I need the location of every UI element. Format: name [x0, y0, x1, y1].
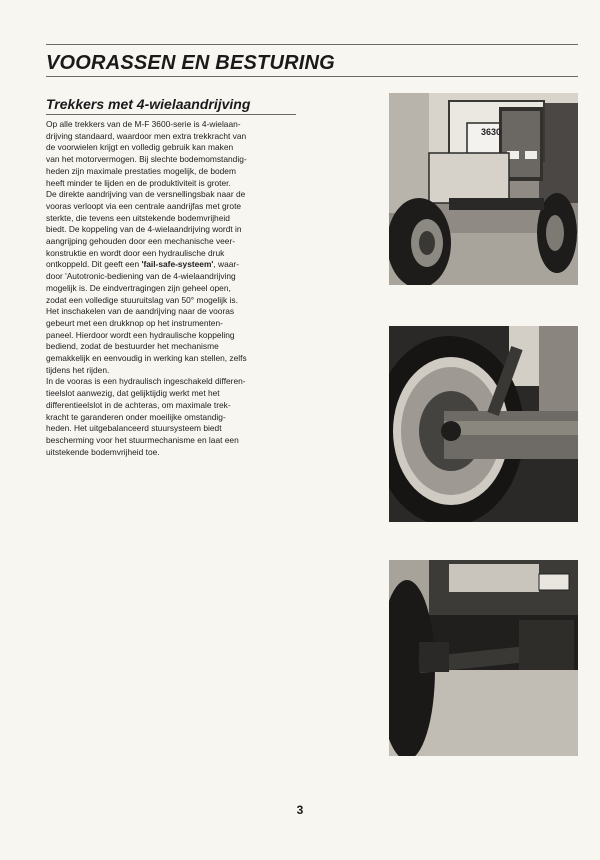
top-rule	[46, 44, 578, 45]
text-line: heden. Het uitgebalanceerd stuursysteem biedt	[46, 423, 222, 434]
text-line: Het inschakelen van de aandrijving naar de vooras	[46, 306, 235, 317]
model-badge-text: 3630	[481, 127, 502, 137]
tractor-front-illustration	[389, 93, 578, 285]
front-wheel-hub-photo	[389, 326, 578, 522]
wheel-hub-illustration	[389, 326, 578, 522]
text-line: ontkoppeld. Dit geeft een	[46, 259, 140, 270]
text-line: , waar-	[213, 259, 240, 270]
page-title: VOORASSEN EN BESTURING	[46, 52, 335, 74]
emphasis-fail-safe: 'fail-safe-systeem'	[141, 259, 214, 270]
text-line: door 'Autotronic-bediening van de 4-wielaandrijving	[46, 271, 236, 282]
text-line: gebeurt met een drukknop op het instrumenten-	[46, 317, 223, 328]
text-line: heeft minder te lijden en de produktiviteit is groter.	[46, 177, 231, 188]
text-section	[46, 96, 296, 458]
text-line: uitstekende bodemvrijheid toe.	[46, 446, 160, 457]
text-line: drijving standaard, waardoor men extra trekkracht van	[46, 130, 247, 141]
text-line: bescherming voor het stuurmechanisme en laat een	[46, 434, 239, 445]
text-line: Op alle trekkers van de M-F 3600-serie is 4-wielaan-	[46, 119, 241, 129]
drive-shaft-illustration	[389, 560, 578, 756]
text-line: paneel. Hierdoor wordt een hydraulische koppeling	[46, 329, 235, 340]
title-underline	[46, 76, 578, 77]
drive-shaft-photo	[389, 560, 578, 756]
text-line: van het motorvermogen. Bij slechte bodemomstandig-	[46, 154, 247, 165]
text-line: sterkte, die tevens een uitstekende bodemvrijheid	[46, 212, 230, 223]
text-line: biedt. De koppeling van de 4-wielaandrijving wordt in	[46, 224, 242, 235]
text-line: konstruktie en wordt door een hydraulische druk	[46, 247, 225, 258]
text-line: De direkte aandrijving van de versnellingsbak naar de	[46, 189, 246, 200]
body-paragraph	[46, 119, 296, 458]
text-line: kracht te garanderen onder moeilijke omstandig-	[46, 411, 226, 422]
text-line: tijdens het rijden.	[46, 364, 110, 375]
page-number: 3	[296, 803, 304, 817]
section-heading: Trekkers met 4-wielaandrijving	[46, 96, 296, 115]
text-line: tieelslot aanwezig, dat gelijktijdig werkt met het	[46, 388, 220, 399]
text-line: gemakkelijk en eenvoudig in werking kan stellen, zelfs	[46, 353, 247, 364]
text-line: zodat een volledige stuuruitslag van 50° mogelijk is.	[46, 294, 238, 305]
tractor-front-photo	[389, 93, 578, 285]
text-line: bediend, zodat de bestuurder het mechanisme	[46, 341, 219, 352]
text-line: vooras verloopt via een centrale aandrijfas met grote	[46, 200, 242, 211]
text-line: aangrijping gehouden door een mechanische veer-	[46, 236, 236, 247]
text-line: In de vooras is een hydraulisch ingeschakeld differen-	[46, 376, 246, 387]
text-line: differentieelslot in de achteras, om maximale trek-	[46, 399, 231, 410]
text-line: heden zijn maximale prestaties mogelijk, de bodem	[46, 165, 236, 176]
text-line: de voorwielen krijgt en volledig gebruik kan maken	[46, 142, 234, 153]
text-line: mogelijk is. De eindvertragingen zijn geheel open,	[46, 282, 231, 293]
